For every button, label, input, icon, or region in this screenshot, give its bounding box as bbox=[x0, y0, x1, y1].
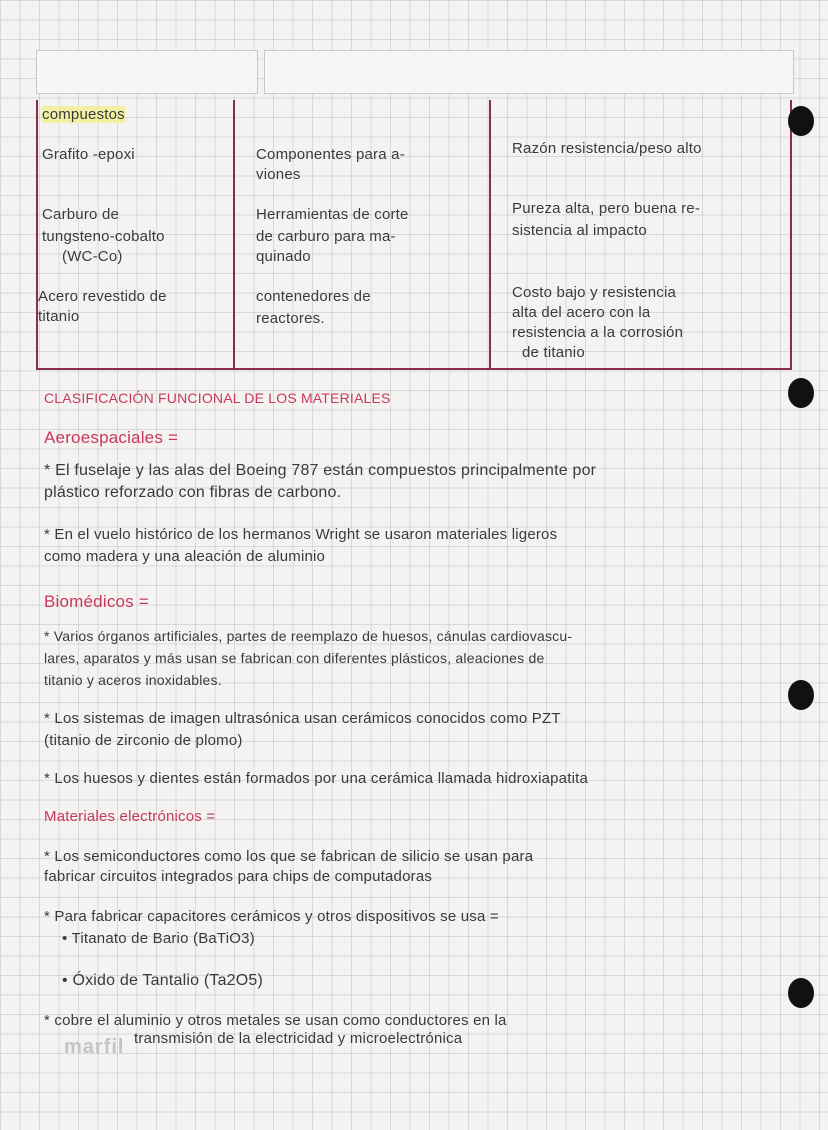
binder-hole bbox=[788, 680, 814, 710]
table-title: compuestos bbox=[42, 106, 125, 123]
elec-line: * Para fabricar capacitores cerámicos y otros dispositivos se usa = bbox=[44, 908, 499, 925]
cell-uso: quinado bbox=[256, 248, 311, 265]
cell-uso: reactores. bbox=[256, 310, 325, 327]
table-divider bbox=[233, 100, 235, 368]
aero-line: * El fuselaje y las alas del Boeing 787 están compuestos principalmente por bbox=[44, 462, 597, 479]
bio-line: * Los sistemas de imagen ultrasónica usan cerámicos conocidos como PZT bbox=[44, 710, 561, 727]
cell-uso: de carburo para ma- bbox=[256, 228, 396, 245]
cell-material: titanio bbox=[38, 308, 80, 325]
cell-material: tungsteno-cobalto bbox=[42, 228, 165, 245]
aero-line: como madera y una aleación de aluminio bbox=[44, 548, 326, 565]
aero-line: plástico reforzado con fibras de carbono. bbox=[44, 484, 342, 501]
cell-razon: de titanio bbox=[522, 344, 585, 361]
aero-line: * En el vuelo histórico de los hermanos Wright se usaron materiales ligeros bbox=[44, 526, 558, 543]
header-box-right bbox=[264, 50, 794, 94]
cell-razon: alta del acero con la bbox=[512, 304, 651, 321]
cell-material: Grafito -epoxi bbox=[42, 146, 135, 163]
cell-material: (WC-Co) bbox=[62, 248, 123, 265]
bio-line: (titanio de zirconio de plomo) bbox=[44, 732, 243, 749]
bio-line: * Varios órganos artificiales, partes de reemplazo de huesos, cánulas cardiovascu- bbox=[44, 628, 573, 644]
bio-heading: Biomédicos = bbox=[44, 592, 149, 611]
binder-hole bbox=[788, 378, 814, 408]
elec-bullet: • Óxido de Tantalio (Ta2O5) bbox=[62, 972, 264, 989]
section-title: CLASIFICACIÓN FUNCIONAL DE LOS MATERIALES bbox=[44, 390, 391, 406]
binder-hole bbox=[788, 978, 814, 1008]
bio-line: * Los huesos y dientes están formados por una cerámica llamada hidroxiapatita bbox=[44, 770, 589, 787]
cell-uso: Componentes para a- bbox=[256, 146, 405, 163]
cell-material: Acero revestido de bbox=[38, 288, 167, 305]
cell-uso: contenedores de bbox=[256, 288, 371, 305]
elec-line: transmisión de la electricidad y microelectrónica bbox=[134, 1030, 463, 1047]
bio-line: titanio y aceros inoxidables. bbox=[44, 672, 222, 688]
elec-line: * cobre el aluminio y otros metales se usan como conductores en la bbox=[44, 1012, 507, 1029]
binder-hole bbox=[788, 106, 814, 136]
bio-line: lares, aparatos y más usan se fabrican con diferentes plásticos, aleaciones de bbox=[44, 650, 545, 666]
cell-razon: Costo bajo y resistencia bbox=[512, 284, 677, 301]
elec-bullet: • Titanato de Bario (BaTiO3) bbox=[62, 930, 255, 947]
cell-razon: sistencia al impacto bbox=[512, 222, 647, 239]
elec-heading: Materiales electrónicos = bbox=[44, 808, 216, 825]
elec-line: * Los semiconductores como los que se fabrican de silicio se usan para bbox=[44, 848, 534, 865]
marfil-logo: marfil bbox=[64, 1036, 125, 1058]
cell-material: Carburo de bbox=[42, 206, 120, 223]
table-divider bbox=[489, 100, 491, 368]
aero-heading: Aeroespaciales = bbox=[44, 428, 179, 447]
cell-razon: resistencia a la corrosión bbox=[512, 324, 684, 341]
cell-uso: viones bbox=[256, 166, 301, 183]
cell-razon: Razón resistencia/peso alto bbox=[512, 140, 702, 157]
cell-razon: Pureza alta, pero buena re- bbox=[512, 200, 701, 217]
header-box-left bbox=[36, 50, 258, 94]
elec-line: fabricar circuitos integrados para chips de computadoras bbox=[44, 868, 433, 885]
cell-uso: Herramientas de corte bbox=[256, 206, 409, 223]
